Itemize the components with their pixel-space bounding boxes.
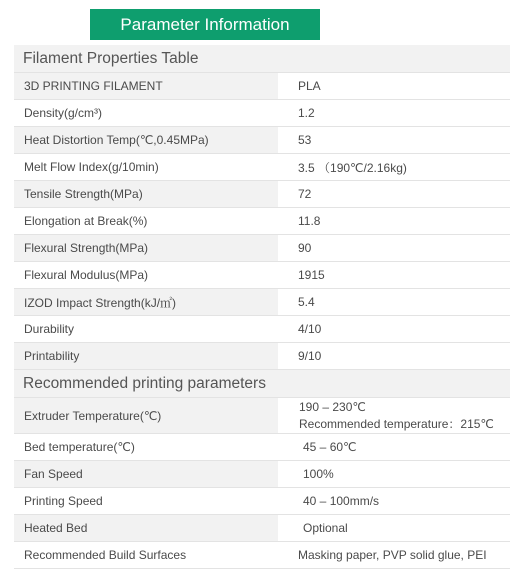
table-row xyxy=(14,235,510,262)
table-row xyxy=(14,398,510,434)
row-label: Heated Bed xyxy=(24,521,88,535)
table-row xyxy=(14,73,510,100)
parameter-information-banner: Parameter Information xyxy=(90,9,320,40)
row-label: Printability xyxy=(24,349,80,363)
row-label: 3D PRINTING FILAMENT xyxy=(24,79,163,93)
row-label: Tensile Strength(MPa) xyxy=(24,187,143,201)
row-value: 40 – 100mm/s xyxy=(278,488,510,514)
row-value: 53 xyxy=(278,127,510,153)
table-row xyxy=(14,316,510,343)
row-value: 1915 xyxy=(278,262,510,288)
table-row xyxy=(14,100,510,127)
properties-table xyxy=(14,45,510,569)
row-value: 45 – 60℃ xyxy=(278,434,510,460)
row-value: 90 xyxy=(278,235,510,261)
row-label: Melt Flow Index(g/10min) xyxy=(24,160,159,174)
row-value: 9/10 xyxy=(278,343,510,369)
section-recommended-printing: Recommended printing parameters xyxy=(14,370,510,398)
row-value: 4/10 xyxy=(278,316,510,342)
row-value: 3.5 （190℃/2.16kg) xyxy=(278,154,510,180)
row-label: Flexural Modulus(MPa) xyxy=(24,268,149,282)
row-label: Elongation at Break(%) xyxy=(24,214,148,228)
row-label: Durability xyxy=(24,322,75,336)
row-value: 11.8 xyxy=(278,208,510,234)
row-label: Density(g/cm³) xyxy=(24,106,103,120)
row-value: 1.2 xyxy=(278,100,510,126)
row-value: 72 xyxy=(278,181,510,207)
table-row xyxy=(14,262,510,289)
section-filament-properties: Filament Properties Table xyxy=(14,45,510,73)
table-row xyxy=(14,461,510,488)
row-label: Recommended Build Surfaces xyxy=(24,548,187,562)
table-row xyxy=(14,343,510,370)
row-value: 100% xyxy=(278,461,510,487)
row-label: Bed temperature(℃) xyxy=(24,440,135,454)
row-label: Printing Speed xyxy=(24,494,103,508)
row-label: Flexural Strength(MPa) xyxy=(24,241,149,255)
row-value: 5.4 xyxy=(278,289,510,315)
table-row xyxy=(14,542,510,569)
table-row xyxy=(14,515,510,542)
table-row xyxy=(14,181,510,208)
row-label: IZOD Impact Strength(kJ/㎡) xyxy=(24,295,177,310)
table-row xyxy=(14,208,510,235)
row-value: PLA xyxy=(278,73,510,99)
row-value: Masking paper, PVP solid glue, PEI xyxy=(278,542,510,568)
table-row xyxy=(14,434,510,461)
table-row xyxy=(14,154,510,181)
row-value: Optional xyxy=(278,515,510,541)
row-value-line: 190 – 230℃ xyxy=(299,399,366,414)
table-row xyxy=(14,488,510,515)
row-label: Extruder Temperature(℃) xyxy=(24,408,162,423)
table-row xyxy=(14,289,510,316)
table-row xyxy=(14,127,510,154)
row-label: Heat Distortion Temp(℃,0.45MPa) xyxy=(24,133,209,147)
row-value-line: Recommended temperature：215℃ xyxy=(299,416,494,431)
row-value xyxy=(278,398,510,433)
row-label: Fan Speed xyxy=(24,467,83,481)
